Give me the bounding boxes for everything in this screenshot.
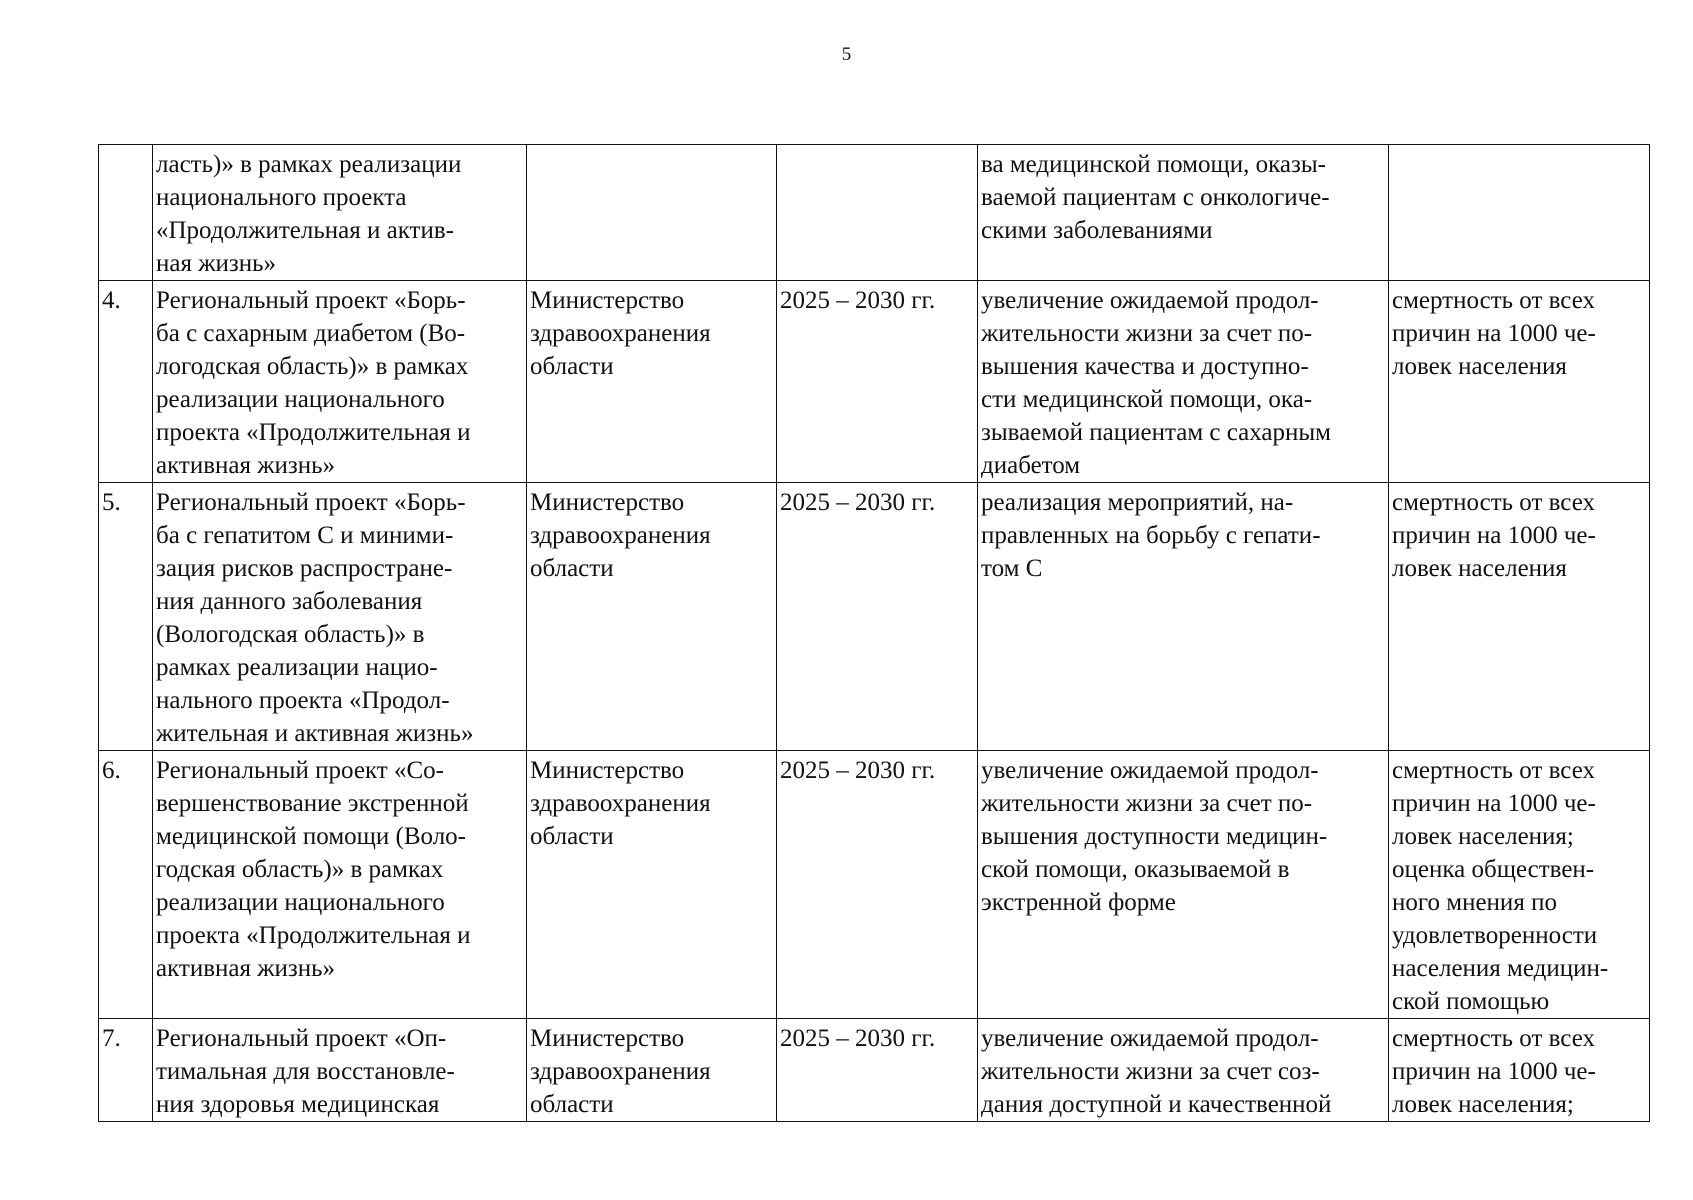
table-row (99, 751, 1650, 1019)
text-line: здравоохранения (530, 522, 711, 549)
text-line: том С (981, 555, 1043, 582)
row-number-cell (99, 1019, 153, 1122)
text-line: ваемой пациентам с онкологиче- (981, 184, 1330, 211)
text-line: зация рисков распростране- (156, 555, 453, 582)
text-line: годская область)» в рамках (156, 856, 444, 883)
indicator-cell (1389, 483, 1650, 751)
text-line: 5. (102, 489, 121, 516)
text-line: ловек населения (1392, 555, 1567, 582)
text-line: увеличение ожидаемой продол- (981, 287, 1319, 314)
text-line: дания доступной и качественной (981, 1091, 1332, 1118)
text-line: скими заболеваниями (981, 217, 1213, 244)
period-cell (777, 145, 978, 281)
text-line: здравоохранения (530, 790, 711, 817)
text-line: экстренной форме (981, 889, 1176, 916)
project-name-cell (153, 145, 527, 281)
expected-result-cell (978, 281, 1389, 483)
indicator-cell (1389, 281, 1650, 483)
text-line: смертность от всех (1392, 1025, 1595, 1052)
executor-cell (527, 1019, 777, 1122)
text-line: активная жизнь» (156, 955, 336, 982)
text-line: ловек населения; (1392, 1091, 1574, 1118)
text-line: реализации национального (156, 386, 445, 413)
text-line: ния здоровья медицинская (156, 1091, 440, 1118)
executor-cell (527, 751, 777, 1019)
project-name-cell (153, 281, 527, 483)
text-line: ная жизнь» (156, 250, 277, 277)
text-line: 2025 – 2030 гг. (780, 489, 936, 516)
text-line: ного мнения по (1392, 889, 1557, 916)
text-line: Министерство (530, 489, 685, 516)
period-cell (777, 483, 978, 751)
text-line: Министерство (530, 757, 685, 784)
text-line: области (530, 1091, 614, 1118)
row-number-cell (99, 145, 153, 281)
text-line: ской помощью (1392, 988, 1550, 1015)
text-line: тимальная для восстановле- (156, 1058, 455, 1085)
indicator-cell (1389, 145, 1650, 281)
text-line: смертность от всех (1392, 489, 1595, 516)
executor-cell (527, 145, 777, 281)
text-line: ва медицинской помощи, оказы- (981, 151, 1326, 178)
row-number-cell (99, 751, 153, 1019)
text-line: ловек населения (1392, 353, 1567, 380)
indicator-cell (1389, 751, 1650, 1019)
text-line: зываемой пациентам с сахарным (981, 419, 1331, 446)
text-line: 2025 – 2030 гг. (780, 757, 936, 784)
text-line: причин на 1000 че- (1392, 1058, 1596, 1085)
text-line: области (530, 823, 614, 850)
text-line: причин на 1000 че- (1392, 790, 1596, 817)
text-line: 6. (102, 757, 121, 784)
text-line: ловек населения; (1392, 823, 1574, 850)
text-line: 2025 – 2030 гг. (780, 287, 936, 314)
text-line: 2025 – 2030 гг. (780, 1025, 936, 1052)
text-line: (Вологодская область)» в (156, 621, 425, 648)
table-row (99, 145, 1650, 281)
text-line: ния данного заболевания (156, 588, 423, 615)
text-line: Региональный проект «Со- (156, 757, 444, 784)
period-cell (777, 751, 978, 1019)
text-line: области (530, 353, 614, 380)
text-line: населения медицин- (1392, 955, 1609, 982)
text-line: медицинской помощи (Воло- (156, 823, 466, 850)
executor-cell (527, 281, 777, 483)
expected-result-cell (978, 483, 1389, 751)
text-line: увеличение ожидаемой продол- (981, 757, 1319, 784)
text-line: вышения качества и доступно- (981, 353, 1309, 380)
project-name-cell (153, 751, 527, 1019)
text-line: вершенствование экстренной (156, 790, 469, 817)
text-line: удовлетворенности (1392, 922, 1598, 949)
text-line: причин на 1000 че- (1392, 522, 1596, 549)
text-line: национального проекта (156, 184, 407, 211)
text-line: Министерство (530, 287, 685, 314)
text-line: увеличение ожидаемой продол- (981, 1025, 1319, 1052)
executor-cell (527, 483, 777, 751)
expected-result-cell (978, 145, 1389, 281)
text-line: смертность от всех (1392, 287, 1595, 314)
row-number-cell (99, 483, 153, 751)
text-line: Министерство (530, 1025, 685, 1052)
page-number: 5 (841, 44, 852, 65)
text-line: Региональный проект «Оп- (156, 1025, 447, 1052)
period-cell (777, 1019, 978, 1122)
expected-result-cell (978, 1019, 1389, 1122)
indicator-cell (1389, 1019, 1650, 1122)
project-name-cell (153, 1019, 527, 1122)
text-line: жительности жизни за счет по- (981, 790, 1313, 817)
table-row (99, 281, 1650, 483)
text-line: смертность от всех (1392, 757, 1595, 784)
expected-result-cell (978, 751, 1389, 1019)
text-line: 7. (102, 1025, 121, 1052)
period-cell (777, 281, 978, 483)
text-line: 4. (102, 287, 121, 314)
text-line: рамках реализации нацио- (156, 654, 438, 681)
text-line: реализации национального (156, 889, 445, 916)
text-line: области (530, 555, 614, 582)
text-line: здравоохранения (530, 320, 711, 347)
text-line: диабетом (981, 452, 1081, 479)
text-line: оценка обществен- (1392, 856, 1595, 883)
text-line: проекта «Продолжительная и (156, 419, 471, 446)
text-line: «Продолжительная и актив- (156, 217, 454, 244)
text-line: жительности жизни за счет по- (981, 320, 1313, 347)
project-name-cell (153, 483, 527, 751)
text-line: реализация мероприятий, на- (981, 489, 1294, 516)
table-row (99, 1019, 1650, 1122)
text-line: вышения доступности медицин- (981, 823, 1328, 850)
text-line: Региональный проект «Борь- (156, 489, 466, 516)
text-line: логодская область)» в рамках (156, 353, 469, 380)
text-line: Региональный проект «Борь- (156, 287, 466, 314)
row-number-cell (99, 281, 153, 483)
text-line: ласть)» в рамках реализации (156, 151, 462, 178)
text-line: ской помощи, оказываемой в (981, 856, 1290, 883)
text-line: проекта «Продолжительная и (156, 922, 471, 949)
text-line: жительная и активная жизнь» (156, 720, 474, 747)
table-row (99, 483, 1650, 751)
text-line: активная жизнь» (156, 452, 336, 479)
document-table (98, 144, 1650, 1122)
text-line: сти медицинской помощи, ока- (981, 386, 1313, 413)
text-line: жительности жизни за счет соз- (981, 1058, 1320, 1085)
text-line: здравоохранения (530, 1058, 711, 1085)
text-line: правленных на борьбу с гепати- (981, 522, 1321, 549)
text-line: ба с сахарным диабетом (Во- (156, 320, 466, 347)
text-line: ба с гепатитом С и миними- (156, 522, 454, 549)
text-line: нального проекта «Продол- (156, 687, 450, 714)
text-line: причин на 1000 че- (1392, 320, 1596, 347)
